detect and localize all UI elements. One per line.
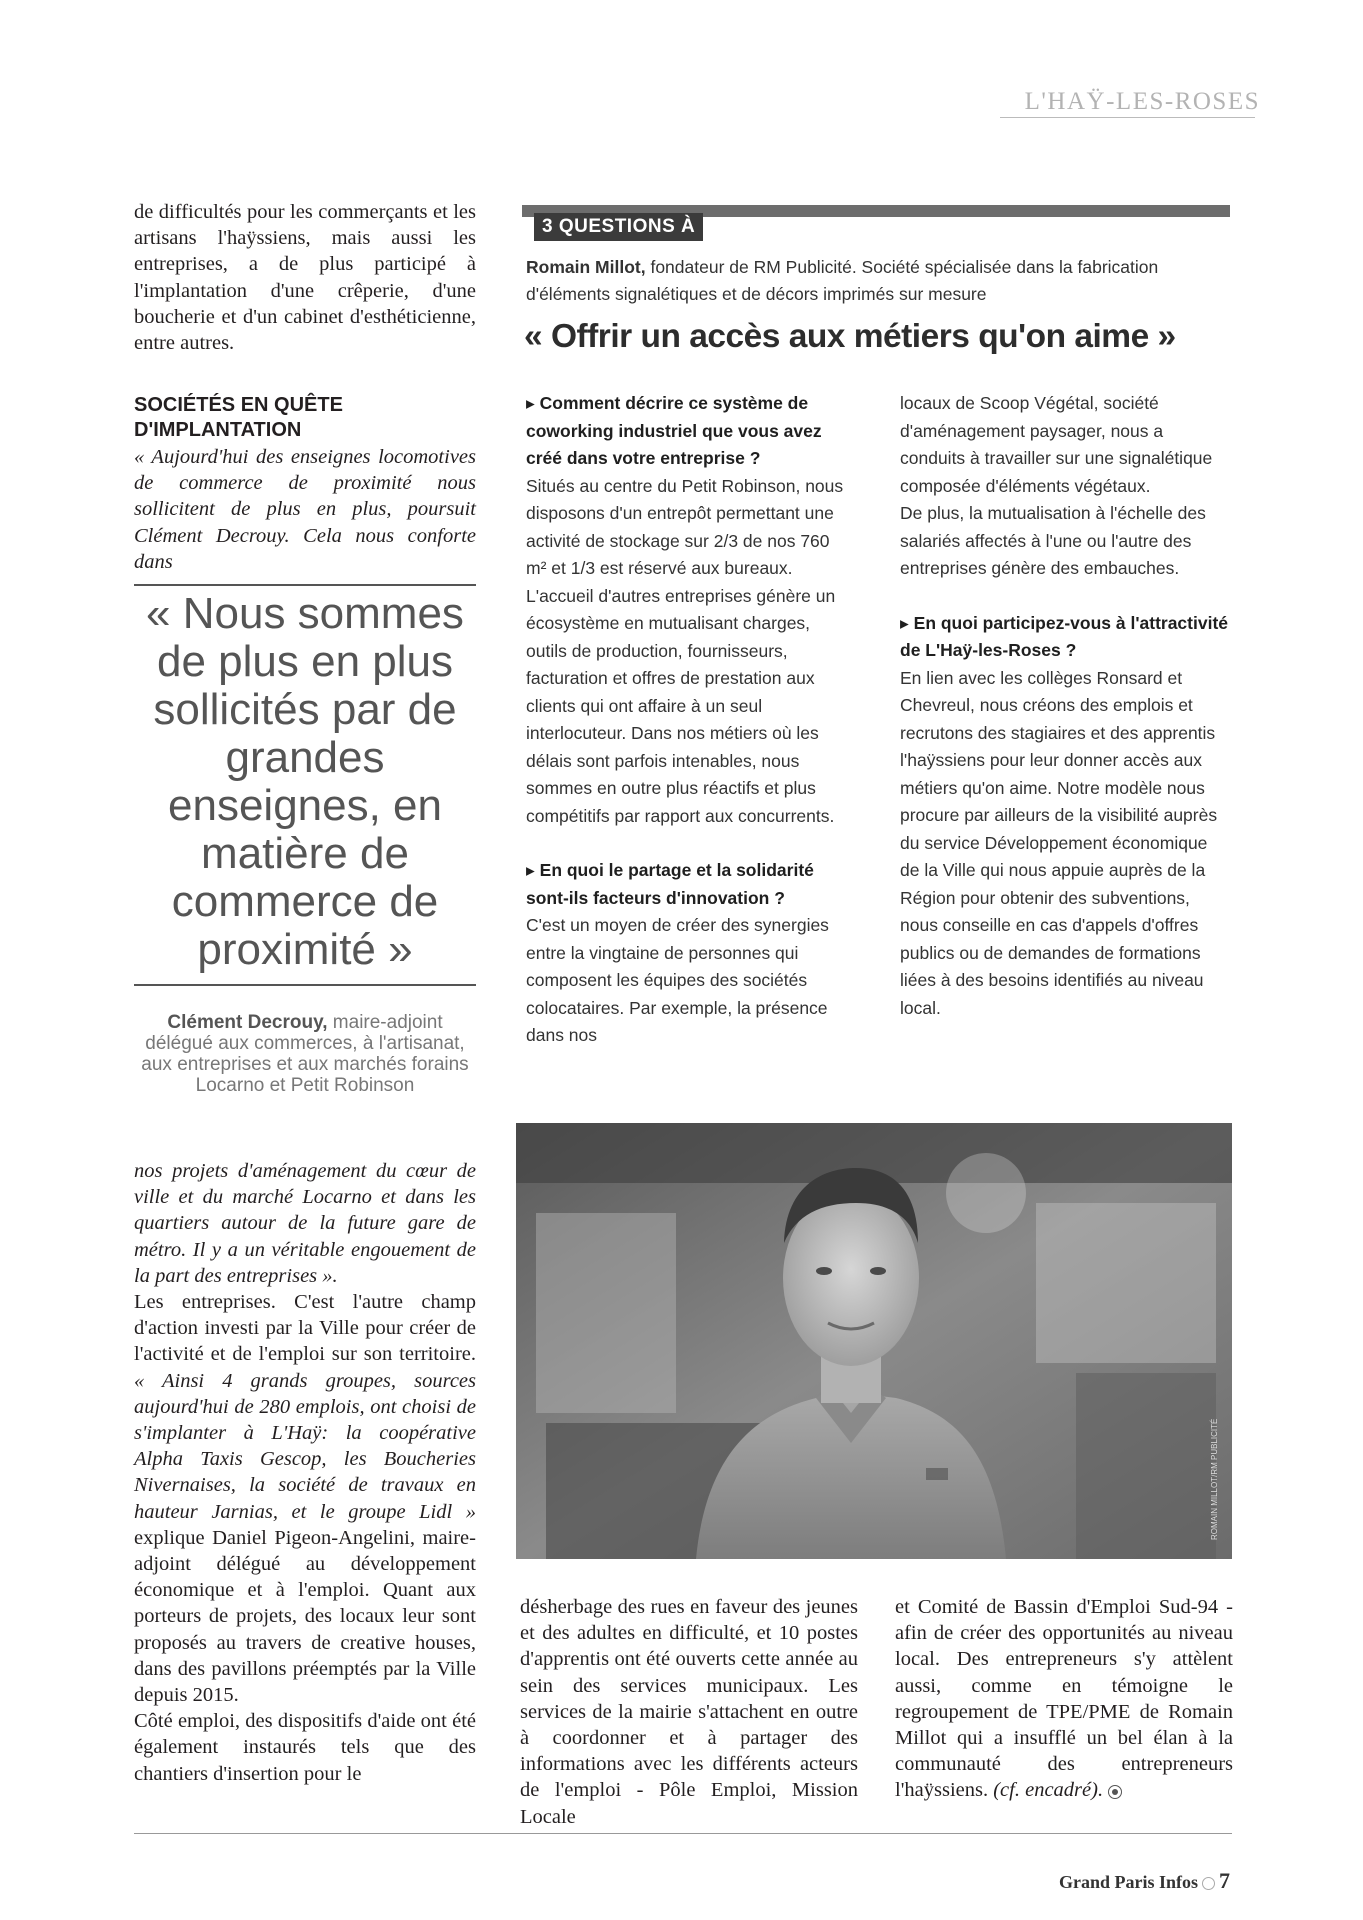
publication-name: Grand Paris Infos	[1058, 1872, 1198, 1892]
text-run: explique Daniel Pigeon-Angelini, maire-adjoint délégué au développement économique et à l'emploi. Quant aux porteurs de projets, des locaux leur sont proposés au travers de creative houses, dans des pavillons préemptés par la Ville depuis 2015.	[134, 1526, 476, 1707]
paragraph-entreprises	[134, 1289, 476, 1708]
answer-3: En lien avec les collèges Ronsard et Chevreul, nous créons des emplois et recrutons des stagiaires et des apprentis l'haÿssiens pour leur donner accès aux métiers qu'on aime. Notre modèle nous procure par ailleurs de la visibilité auprès du service Développement économique de la Ville qui nous appuie auprès de la Région pour obtenir des subventions, nous conseille en cas d'appels d'offres publics ou de demandes de formations liées à des besoins identifiés au niveau local.	[900, 667, 1218, 1018]
text-run: Les entreprises. C'est l'autre champ d'action investi par la Ville pour créer de l'activité et de l'emploi sur son territoire.	[134, 1291, 476, 1366]
portrait-photo-illustration	[516, 1123, 1232, 1559]
photo-credit-text: ROMAIN MILLOT/RM PUBLICITÉ	[1210, 1418, 1219, 1540]
footer-bullet-icon	[1202, 1877, 1215, 1890]
section-rule	[1000, 117, 1255, 118]
continued-quote: nos projets d'aménagement du cœur de ville et du marché Locarno et dans les quartiers autour de la future gare de métro. Il y a un véritable engouement de la part des entreprises ».	[134, 1160, 476, 1287]
pull-quote-rule-bottom	[134, 984, 476, 986]
body-column-right	[895, 1594, 1233, 1804]
answer-1: Situés au centre du Petit Robinson, nous disposons d'un entrepôt permettant une activité de stockage sur 2/3 de nos 760 m² et 1/3 est réservé aux bureaux. L'accueil d'autres entreprises génère un écosystème en mutualisant charges, outils de production, fournisseurs, facturation et offres de prestation aux clients qui ont affaire à un seul interlocuteur. Dans nos métiers où les délais sont parfois intenables, nous sommes en outre plus réactifs et plus compétitifs par rapport aux concurrents.	[526, 475, 844, 826]
intro-quote: « Aujourd'hui des enseignes locomotives de commerce de proximité nous sollicitent de plus en plus, poursuit Clément Decrouy. Cela nous conforte dans	[134, 446, 476, 573]
footer-rule	[134, 1833, 1232, 1834]
page-number: 7	[1219, 1868, 1230, 1893]
question-1: ▸ Comment décrire ce système de coworking industriel que vous avez créé dans votre entreprise ?	[526, 393, 822, 468]
pull-quote: « Nous sommes de plus en plus sollicités par de grandes enseignes, en matière de commerce de proximité »	[146, 589, 464, 974]
cross-reference: (cf. encadré).	[993, 1779, 1104, 1802]
photo-credit	[1210, 1418, 1222, 1540]
left-intro	[134, 444, 476, 575]
attribution-role: maire-adjoint délégué aux commerces, à l'artisanat, aux entreprises et aux marchés forains Locarno et Petit Robinson	[141, 1012, 469, 1096]
end-of-article-icon	[1108, 1785, 1122, 1799]
interview-label: 3 QUESTIONS À	[534, 213, 703, 241]
interviewee-description: fondateur de RM Publicité. Société spécialisée dans la fabrication d'éléments signalétiques et de décors imprimés sur mesure	[526, 257, 1159, 304]
pull-quote-rule-top	[134, 584, 476, 586]
body-column-middle	[520, 1594, 858, 1830]
interview-title: « Offrir un accès aux métiers qu'on aime »	[524, 318, 1176, 355]
interview-column-2	[900, 390, 1230, 1022]
page-footer	[950, 1868, 1230, 1894]
question-3: ▸ En quoi participez-vous à l'attractivité de L'Haÿ-les-Roses ?	[900, 612, 1229, 660]
attribution-name: Clément Decrouy,	[167, 1012, 328, 1033]
subheading: SOCIÉTÉS EN QUÊTE D'IMPLANTATION	[134, 394, 343, 441]
answer-2-continued: locaux de Scoop Végétal, société d'aménagement paysager, nous a conduits à travailler sur une signalétique composée d'éléments végétaux.	[900, 393, 1213, 496]
paragraph: de difficultés pour les commerçants et les artisans l'haÿssiens, mais aussi les entreprises, a de plus participé à l'implantation d'une crêperie, d'une boucherie et d'un cabinet d'esthéticienne, entre autres.	[134, 201, 476, 355]
paragraph	[895, 1594, 1233, 1804]
section-title: L'HAŸ-LES-ROSES	[1024, 88, 1260, 115]
pull-quote-attribution	[134, 1012, 476, 1096]
question-2: ▸ En quoi le partage et la solidarité sont-ils facteurs d'innovation ?	[526, 860, 814, 908]
answer-2: C'est un moyen de créer des synergies entre la vingtaine de personnes qui composent les équipes des sociétés colocataires. Par exemple, la présence dans nos	[526, 915, 829, 1045]
left-top-paragraph	[134, 199, 476, 356]
paragraph: désherbage des rues en faveur des jeunes et des adultes en difficulté, et 10 postes d'apprentis ont été ouverts cette année au sein des services municipaux. Les services de la mairie s'attachent en outre à coordonner et à partager des informations avec les différents acteurs de l'emploi - Pôle Emploi, Mission Locale	[520, 1596, 858, 1828]
paragraph-emploi: Côté emploi, des dispositifs d'aide ont été également instaurés tels que des chantiers d'insertion pour le	[134, 1710, 476, 1785]
answer-2-paragraph-2: De plus, la mutualisation à l'échelle des salariés affectés à l'une ou l'autre des entreprises génère des embauches.	[900, 503, 1206, 578]
portrait-photo	[516, 1123, 1232, 1559]
interview-intro	[526, 254, 1231, 308]
interviewee-name: Romain Millot,	[526, 257, 646, 277]
interview-column-1	[526, 390, 846, 1050]
text-run-quote: « Ainsi 4 grands groupes, sources aujourd'hui de 280 emplois, ont choisi de s'implanter à L'Haÿ: la coopérative Alpha Taxis Gescop, les Boucheries Nivernaises, la société de travaux en hauteur Jarnias, et le groupe Lidl »	[134, 1369, 476, 1523]
left-bottom-text	[134, 1158, 476, 1787]
text-run: et Comité de Bassin d'Emploi Sud-94 - afin de créer des opportunités au niveau local. Des entrepreneurs s'y attèlent aussi, comme en témoigne le regroupement de TPE/PME de Romain Millot qui a insufflé un bel élan à la communauté des entrepreneurs l'haÿssiens.	[895, 1596, 1233, 1802]
